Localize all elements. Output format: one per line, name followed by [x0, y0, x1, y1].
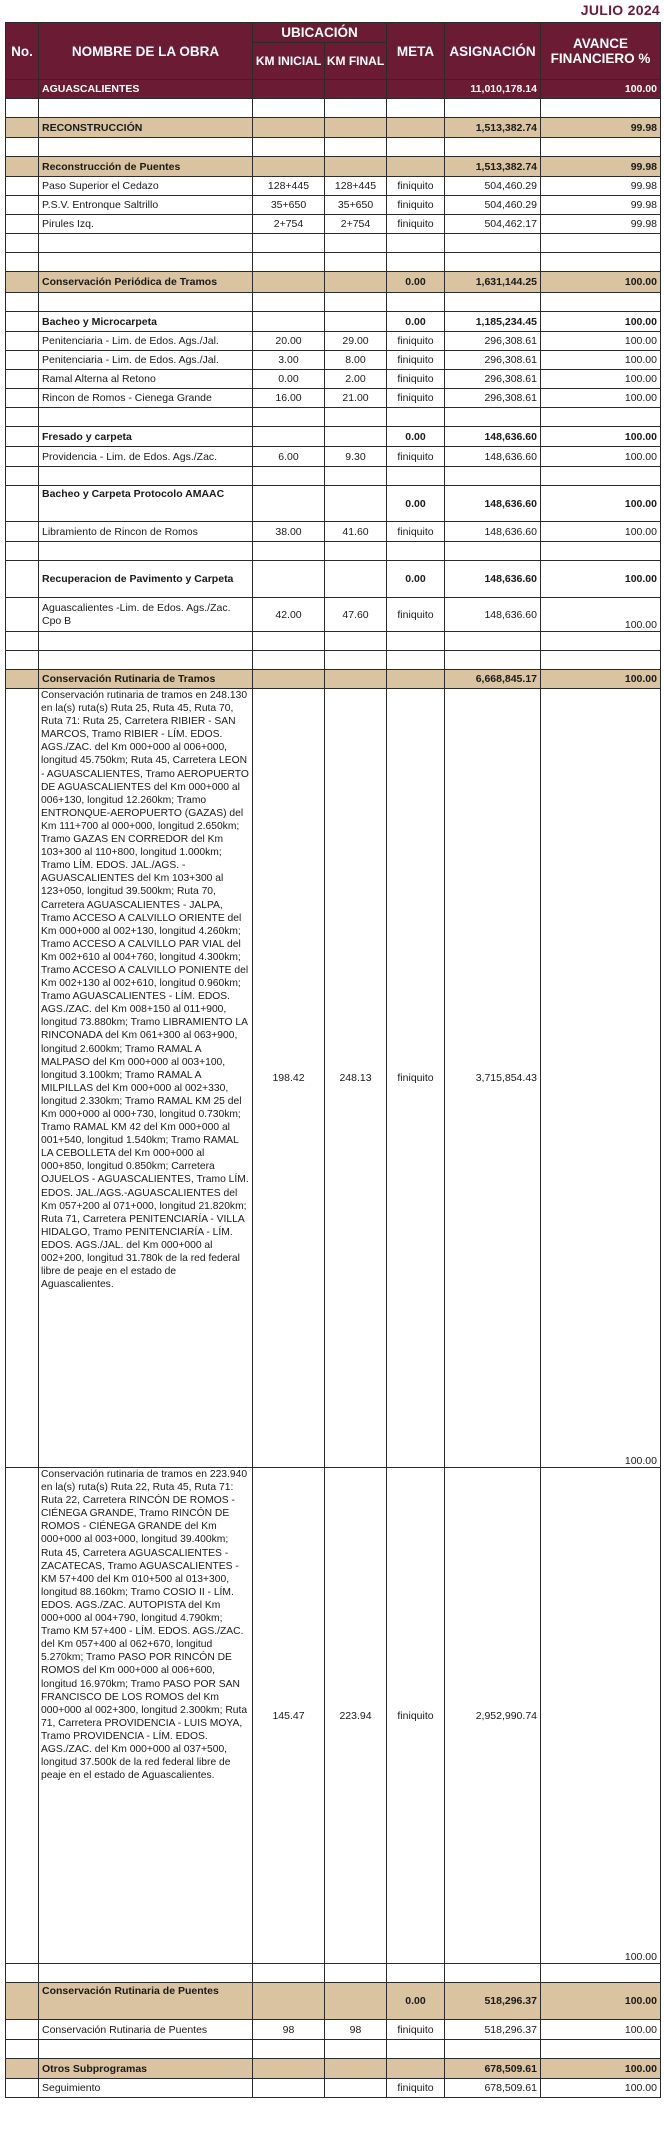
group-asignacion: 1,185,234.45 — [445, 312, 541, 332]
obra-description: Conservación rutinaria de tramos en 248.130 en la(s) ruta(s) Ruta 25, Ruta 45, Ruta 70, Ruta 71: Ruta 25, Carretera RIBIER - SAN MARCOS, Tramo RIBIER - LÍM. EDOS. AGS./ZAC. del Km 000+000 al 006+000, longitud 45.750km; Ruta 45, Carretera LEON - AGUASCALIENTES, Tramo AEROPUERTO DE AGUASCALIENTES del Km 000+000 al 006+130, longitud 12.260km; Tramo ENTRONQUE-AEROPUERTO (GAZAS) del Km 111+700 al 000+000, longitud 2.650km; Tramo GAZAS EN CORREDOR del Km 103+300 al 110+800, longitud 1.000km; Tramo LÍM. EDOS. JAL./AGS. - AGUASCALIENTES del Km 103+300 al 123+050, longitud 39.500km; Ruta 70, Carretera AGUASCALIENTES - JALPA, Tramo ACCESO A CALVILLO ORIENTE del Km 000+000 al 002+130, longitud 4.260km; Tramo ACCESO A CALVILLO PAR VIAL del Km 002+610 al 004+760, longitud 4.300km; Tramo ACCESO A CALVILLO PONIENTE del Km 002+130 al 002+610, longitud 0.960km; Tramo AGUASCALIENTES - LÍM. EDOS. AGS./ZAC. del Km 008+150 al 011+900, longitud 73.880km; Tramo LIBRAMIENTO LA RINCONADA del Km 061+300 al 063+900, longitud 2.600km; Tramo RAMAL A MALPASO del Km 000+000 al 003+100, longitud 3.100km; Tramo RAMAL A MILPILLAS del Km 000+000 al 002+330, longitud 2.330km; Tramo RAMAL KM 25 del Km 000+000 al 000+730, longitud 0.730km; Tramo RAMAL KM 42 del Km 000+000 al 001+540, longitud 1.540km; Tramo RAMAL LA CEBOLLETA del Km 000+000 al 000+850, longitud 0.850km; Carretera OJUELOS - AGUASCALIENTES, Tramo LÍM. EDOS. JAL./AGS.-AGUASCALIENTES del Km 057+200 al 071+000, longitud 21.820km; Ruta 71, Carretera PENITENCIARÍA - VILLA HIDALGO, Tramo PENITENCIARÍA - LÍM. EDOS. AGS./JAL. del Km 000+000 al 002+200, longitud 31.780k de la red federal libre de peaje en el estado de Aguascalientes. — [39, 689, 253, 1468]
avance: 100.00 — [541, 2079, 661, 2098]
subprogram-row — [6, 157, 661, 177]
blank-row — [6, 408, 661, 427]
meta: finiquito — [387, 598, 445, 632]
group-asignacion: 148,636.60 — [445, 427, 541, 447]
header-asignacion: ASIGNACIÓN — [445, 23, 541, 80]
table-row — [6, 1468, 661, 1964]
asignacion: 148,636.60 — [445, 447, 541, 467]
group-name: Fresado y carpeta — [39, 427, 253, 447]
km-final: 98 — [325, 2020, 387, 2040]
subprogram-row — [6, 2059, 661, 2079]
subprogram-asignacion: 1,631,144.25 — [445, 272, 541, 293]
subprogram-name: Otros Subprogramas — [39, 2059, 253, 2079]
km-final: 35+650 — [325, 196, 387, 215]
blank-row — [6, 99, 661, 118]
blank-row — [6, 542, 661, 561]
group-asignacion: 148,636.60 — [445, 561, 541, 598]
subprogram-avance: 99.98 — [541, 157, 661, 177]
obra-name: P.S.V. Entronque Saltrillo — [39, 196, 253, 215]
group-name: Bacheo y Microcarpeta — [39, 312, 253, 332]
asignacion: 148,636.60 — [445, 522, 541, 542]
group-row — [6, 427, 661, 447]
subprogram-avance: 100.00 — [541, 670, 661, 689]
blank-row — [6, 632, 661, 651]
subprogram-asignacion: 1,513,382.74 — [445, 157, 541, 177]
program-row — [6, 118, 661, 138]
asignacion: 518,296.37 — [445, 2020, 541, 2040]
km-inicial: 3.00 — [253, 351, 325, 370]
meta: finiquito — [387, 389, 445, 408]
blank-row — [6, 467, 661, 486]
group-meta: 0.00 — [387, 486, 445, 522]
asignacion: 3,715,854.43 — [445, 689, 541, 1468]
km-final: 248.13 — [325, 689, 387, 1468]
blank-row — [6, 234, 661, 253]
header-avance: AVANCE FINANCIERO % — [541, 23, 661, 80]
table-row — [6, 522, 661, 542]
group-meta: 0.00 — [387, 561, 445, 598]
table-row — [6, 370, 661, 389]
header-no: No. — [6, 23, 39, 80]
obra-description: Conservación rutinaria de tramos en 223.940 en la(s) ruta(s) Ruta 22, Ruta 45, Ruta 71: Ruta 22, Carretera RINCÓN DE ROMOS - CIÉNEGA GRANDE, Tramo RINCÓN DE ROMOS - CIÉNEGA GRANDE del Km 000+000 al 003+000, longitud 39.400km; Ruta 45, Carretera AGUASCALIENTES - ZACATECAS, Tramo AGUASCALIENTES - KM 57+400 del Km 010+500 al 013+300, longitud 88.160km; Tramo COSIO II - LÍM. EDOS. AGS./ZAC. AUTOPISTA del Km 000+000 al 004+790, longitud 4.790km; Tramo KM 57+400 - LÍM. EDOS. AGS./ZAC. del Km 057+400 al 062+670, longitud 5.270km; Tramo PASO POR RINCÓN DE ROMOS del Km 000+000 al 006+600, longitud 16.970km; Tramo PASO POR SAN FRANCISCO DE LOS ROMOS del Km 000+000 al 002+300, longitud 2.300km; Ruta 71, Carretera PROVIDENCIA - LUIS MOYA, Tramo PROVIDENCIA - LÍM. EDOS. AGS./ZAC. del Km 000+000 al 037+500, longitud 37.500k de la red federal libre de peaje en el estado de Aguascalientes. — [39, 1468, 253, 1964]
blank-row — [6, 253, 661, 272]
meta: finiquito — [387, 2079, 445, 2098]
km-inicial: 6.00 — [253, 447, 325, 467]
group-avance: 100.00 — [541, 486, 661, 522]
avance: 100.00 — [541, 332, 661, 351]
km-inicial: 16.00 — [253, 389, 325, 408]
subprogram-asignacion: 678,509.61 — [445, 2059, 541, 2079]
km-inicial: 198.42 — [253, 689, 325, 1468]
table-row — [6, 196, 661, 215]
group-avance: 100.00 — [541, 312, 661, 332]
blank-row — [6, 651, 661, 670]
meta: finiquito — [387, 2020, 445, 2040]
subprogram-meta: 0.00 — [387, 272, 445, 293]
subprogram-row — [6, 272, 661, 293]
km-inicial: 128+445 — [253, 177, 325, 196]
meta: finiquito — [387, 522, 445, 542]
avance: 100.00 — [541, 370, 661, 389]
group-meta: 0.00 — [387, 312, 445, 332]
avance: 100.00 — [541, 389, 661, 408]
obra-name: Paso Superior el Cedazo — [39, 177, 253, 196]
avance: 99.98 — [541, 215, 661, 234]
meta: finiquito — [387, 177, 445, 196]
subprogram-name: Conservación Periódica de Tramos — [39, 272, 253, 293]
avance: 100.00 — [541, 447, 661, 467]
meta: finiquito — [387, 689, 445, 1468]
meta: finiquito — [387, 196, 445, 215]
group-row — [6, 561, 661, 598]
header-ubicacion: UBICACIÓN — [253, 23, 387, 43]
subprogram-name: Conservación Rutinaria de Tramos — [39, 670, 253, 689]
obra-name: Penitenciaria - Lim. de Edos. Ags./Jal. — [39, 332, 253, 351]
report-period: JULIO 2024 — [580, 2, 660, 18]
subprogram-name: Conservación Rutinaria de Puentes — [39, 1983, 253, 2020]
state-asignacion: 11,010,178.14 — [445, 80, 541, 99]
table-row — [6, 389, 661, 408]
obra-name: Pirules Izq. — [39, 215, 253, 234]
blank-row — [6, 1964, 661, 1983]
asignacion: 296,308.61 — [445, 351, 541, 370]
obra-name: Seguimiento — [39, 2079, 253, 2098]
meta: finiquito — [387, 351, 445, 370]
km-inicial: 35+650 — [253, 196, 325, 215]
table-row — [6, 2020, 661, 2040]
meta: finiquito — [387, 370, 445, 389]
km-final: 8.00 — [325, 351, 387, 370]
table-row — [6, 2079, 661, 2098]
meta: finiquito — [387, 447, 445, 467]
group-row — [6, 486, 661, 522]
asignacion: 504,462.17 — [445, 215, 541, 234]
km-final: 41.60 — [325, 522, 387, 542]
meta: finiquito — [387, 1468, 445, 1964]
subprogram-asignacion: 518,296.37 — [445, 1983, 541, 2020]
group-row — [6, 312, 661, 332]
obra-name: Libramiento de Rincon de Romos — [39, 522, 253, 542]
asignacion: 296,308.61 — [445, 332, 541, 351]
meta: finiquito — [387, 332, 445, 351]
subprogram-asignacion: 6,668,845.17 — [445, 670, 541, 689]
group-name: Recuperacion de Pavimento y Carpeta — [39, 561, 253, 598]
avance: 100.00 — [541, 522, 661, 542]
km-inicial: 98 — [253, 2020, 325, 2040]
km-inicial: 42.00 — [253, 598, 325, 632]
header-meta: META — [387, 23, 445, 80]
subprogram-row — [6, 670, 661, 689]
asignacion: 296,308.61 — [445, 389, 541, 408]
obra-name: Penitenciaria - Lim. de Edos. Ags./Jal. — [39, 351, 253, 370]
group-asignacion: 148,636.60 — [445, 486, 541, 522]
subprogram-meta: 0.00 — [387, 1983, 445, 2020]
budget-table — [5, 22, 661, 2098]
avance: 100.00 — [541, 2020, 661, 2040]
km-inicial: 145.47 — [253, 1468, 325, 1964]
km-inicial: 0.00 — [253, 370, 325, 389]
asignacion: 678,509.61 — [445, 2079, 541, 2098]
km-final: 2+754 — [325, 215, 387, 234]
blank-row — [6, 293, 661, 312]
table-row — [6, 332, 661, 351]
avance: 99.98 — [541, 196, 661, 215]
program-asignacion: 1,513,382.74 — [445, 118, 541, 138]
km-final: 128+445 — [325, 177, 387, 196]
subprogram-row — [6, 1983, 661, 2020]
km-final: 223.94 — [325, 1468, 387, 1964]
table-row — [6, 598, 661, 632]
subprogram-avance: 100.00 — [541, 2059, 661, 2079]
blank-row — [6, 2040, 661, 2059]
subprogram-avance: 100.00 — [541, 1983, 661, 2020]
group-avance: 100.00 — [541, 427, 661, 447]
group-avance: 100.00 — [541, 561, 661, 598]
state-avance: 100.00 — [541, 80, 661, 99]
avance: 100.00 — [541, 689, 661, 1468]
asignacion: 504,460.29 — [445, 177, 541, 196]
asignacion: 2,952,990.74 — [445, 1468, 541, 1964]
program-name: RECONSTRUCCIÓN — [39, 118, 253, 138]
table-row — [6, 689, 661, 1468]
km-inicial: 38.00 — [253, 522, 325, 542]
table-row — [6, 351, 661, 370]
avance: 100.00 — [541, 351, 661, 370]
obra-name: Providencia - Lim. de Edos. Ags./Zac. — [39, 447, 253, 467]
km-inicial: 2+754 — [253, 215, 325, 234]
km-inicial: 20.00 — [253, 332, 325, 351]
group-name: Bacheo y Carpeta Protocolo AMAAC — [39, 486, 253, 522]
blank-row — [6, 138, 661, 157]
km-final: 2.00 — [325, 370, 387, 389]
group-meta: 0.00 — [387, 427, 445, 447]
km-final: 9.30 — [325, 447, 387, 467]
table-row — [6, 177, 661, 196]
table-row — [6, 215, 661, 234]
subprogram-name: Reconstrucción de Puentes — [39, 157, 253, 177]
asignacion: 296,308.61 — [445, 370, 541, 389]
subprogram-avance: 100.00 — [541, 272, 661, 293]
obra-name: Aguascalientes -Lim. de Edos. Ags./Zac. Cpo B — [39, 598, 253, 632]
obra-name: Ramal Alterna al Retono — [39, 370, 253, 389]
program-avance: 99.98 — [541, 118, 661, 138]
km-final: 29.00 — [325, 332, 387, 351]
avance: 100.00 — [541, 598, 661, 632]
km-final: 47.60 — [325, 598, 387, 632]
state-name: AGUASCALIENTES — [39, 80, 253, 99]
avance: 100.00 — [541, 1468, 661, 1964]
meta: finiquito — [387, 215, 445, 234]
obra-name: Rincon de Romos - Cienega Grande — [39, 389, 253, 408]
header-km-inicial: KM INICIAL — [253, 43, 325, 80]
avance: 99.98 — [541, 177, 661, 196]
km-final: 21.00 — [325, 389, 387, 408]
table-row — [6, 447, 661, 467]
asignacion: 148,636.60 — [445, 598, 541, 632]
state-total-row — [6, 80, 661, 99]
header-obra: NOMBRE DE LA OBRA — [39, 23, 253, 80]
header-km-final: KM FINAL — [325, 43, 387, 80]
asignacion: 504,460.29 — [445, 196, 541, 215]
obra-name: Conservación Rutinaria de Puentes — [39, 2020, 253, 2040]
